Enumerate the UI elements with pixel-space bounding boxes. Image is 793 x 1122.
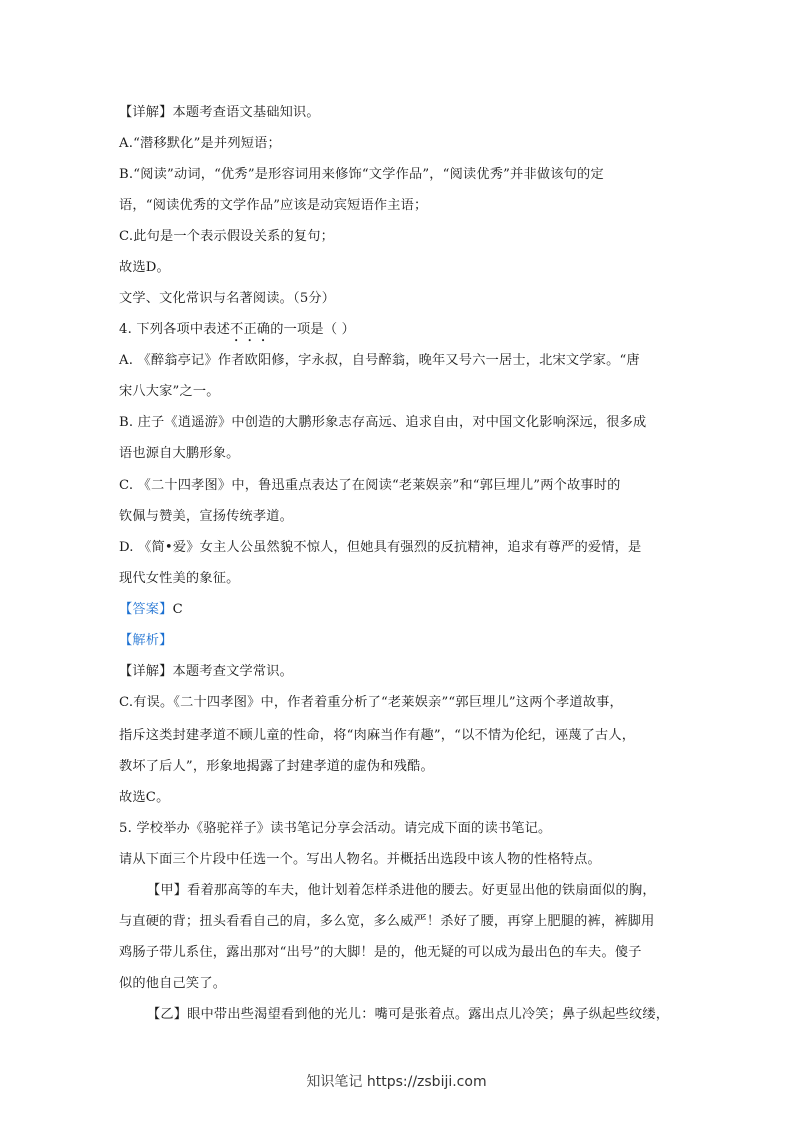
passage-jia-line1: 【甲】看着那高等的车夫，他计划着怎样杀进他的腰去。好更显出他的铁扇面似的胸， [147,883,656,898]
answer-conclusion-1: 故选D。 [119,260,170,275]
option-a-line2: 宋八大家”之一。 [119,384,220,399]
option-d-line2: 现代女性美的象征。 [119,571,240,586]
detail-heading-2: 【详解】本题考查文学常识。 [119,664,294,679]
section-heading: 文学、文化常识与名著阅读。（5分） [119,291,336,306]
analysis-line1: C.有误。《二十四孝图》中，作者着重分析了“老莱娱亲”“郭巨埋儿”这两个孝道故事， [119,695,623,710]
answer-conclusion-2: 故选C。 [119,790,170,805]
option-c-line2: 钦佩与赞美，宣扬传统孝道。 [119,509,294,524]
question-4-emphasis: 不正确 [230,322,271,337]
passage-jia-line2: 与直硬的背；扭头看看自己的肩，多么宽，多么威严！杀好了腰，再穿上肥腿的裤，裤脚用 [119,914,655,929]
analysis-line2: 指斥这类封建孝道不顾儿童的性命，将“肉麻当作有趣”，“以不情为伦纪，诬蔑了古人， [119,728,636,743]
question-5: 5. 学校举办《骆驼祥子》读书笔记分享会活动。请完成下面的读书笔记。 [119,821,552,836]
footer-watermark: 知识笔记 https://zsbiji.com [306,1074,487,1090]
explanation-a: A.“潜移默化”是并列短语； [119,136,281,151]
explanation-b-line2: 语，“阅读优秀的文学作品”应该是动宾短语作主语； [119,198,428,213]
answer-tag: 【答案】 [119,602,173,617]
question-4 [119,320,679,345]
passage-yi-line1: 【乙】眼中带出些渴望看到他的光儿：嘴可是张着点。露出点儿冷笑；鼻子纵起些纹缕， [147,1007,670,1022]
option-a-line1: A. 《醉翁亭记》作者欧阳修，字永叔，自号醉翁，晚年又号六一居士，北宋文学家。“唐 [119,353,640,368]
passage-jia-line4: 似的他自己笑了。 [119,976,227,991]
analysis-line3: 教坏了后人”，形象地揭露了封建孝道的虚伪和残酷。 [119,759,434,774]
answer-value: C [172,602,183,617]
explanation-b-line1: B.“阅读”动词，“优秀”是形容词用来修饰“文学作品”，“阅读优秀”并非做该句的定 [119,167,604,182]
analysis-tag: 【解析】 [119,633,173,648]
option-c-line1: C. 《二十四孝图》中，鲁迅重点表达了在阅读“老莱娱亲”和“郭巨埋儿”两个故事时的 [119,478,621,493]
question-4-prefix: 4. 下列各项中表述 [119,322,231,337]
passage-jia-line3: 鸡肠子带儿系住，露出那对“出号”的大脚！是的，他无疑的可以成为最出色的车夫。傻子 [119,945,642,960]
answer-line [119,600,679,620]
option-d-line1: D. 《简•爱》女主人公虽然貌不惊人，但她具有强烈的反抗精神，追求有尊严的爱情，是 [119,540,642,555]
detail-heading-1: 【详解】本题考查语文基础知识。 [119,105,320,120]
option-b-line1: B. 庄子《逍遥游》中创造的大鹏形象志存高远、追求自由，对中国文化影响深远，很多成 [119,415,647,430]
question-4-suffix: 的一项是（ ） [270,322,355,337]
explanation-c: C.此句是一个表示假设关系的复句； [119,229,335,244]
option-b-line2: 语也源自大鹏形象。 [119,446,240,461]
question-5-instruction: 请从下面三个片段中任选一个。写出人物名。并概括出选段中该人物的性格特点。 [119,852,601,867]
